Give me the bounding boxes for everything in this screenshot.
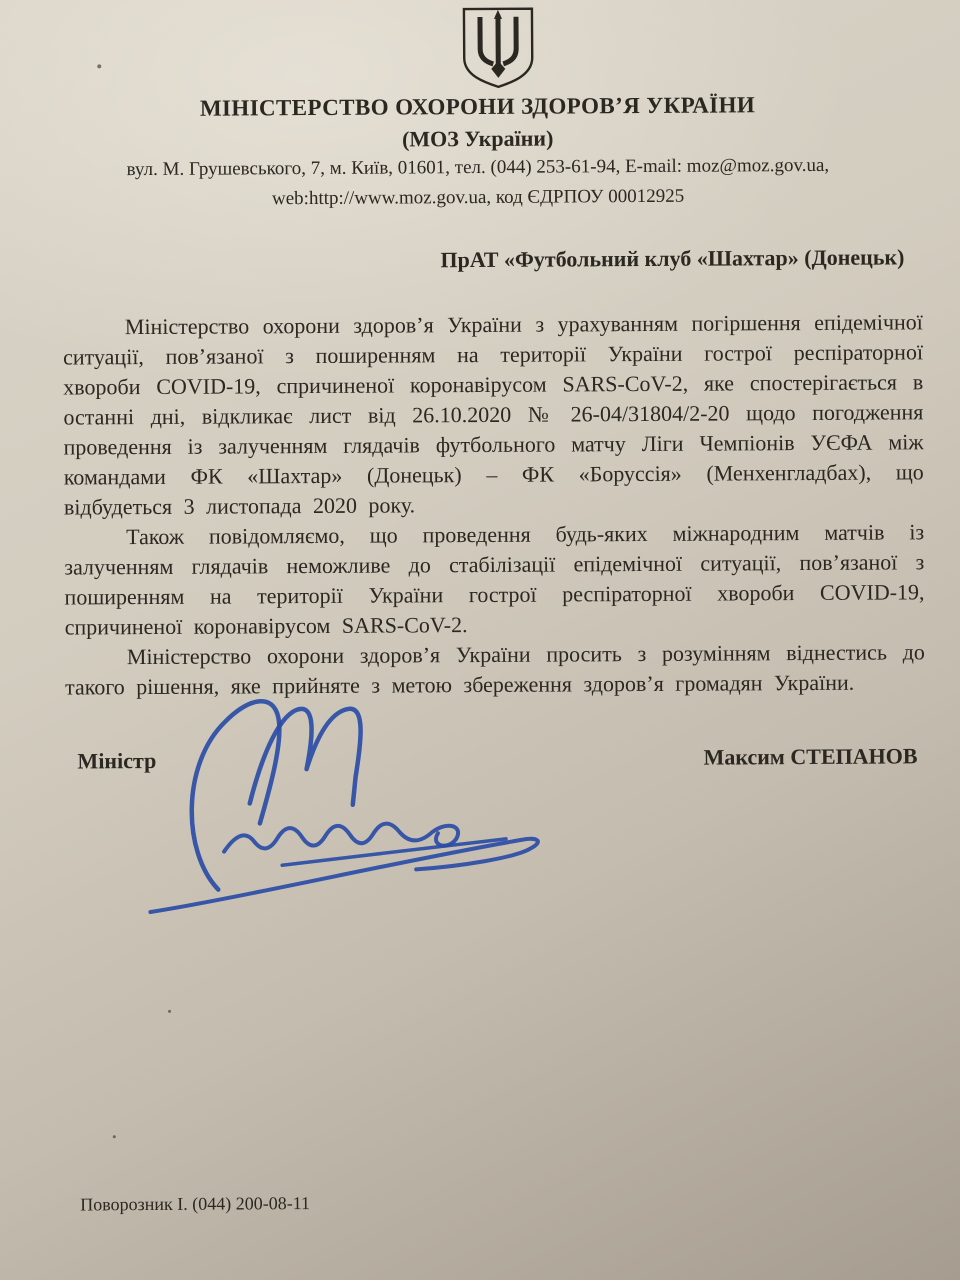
handwritten-signature <box>131 681 582 919</box>
letterhead-contact-line-2: web:http://www.moz.gov.ua, код ЄДРПОУ 00012925 <box>271 185 685 210</box>
paper-speck <box>113 1135 116 1138</box>
letterhead-contact-line-1: вул. М. Грушевського, 7, м. Київ, 01601, тел. (044) 253-61-94, E-mail: moz@moz.gov.ua, <box>126 154 830 181</box>
paper-speck <box>97 64 101 68</box>
ministry-abbr: (МОЗ України) <box>401 125 554 152</box>
executor-contact: Поворозник І. (044) 200-08-11 <box>80 1193 311 1215</box>
signer-name: Максим СТЕПАНОВ <box>703 743 918 770</box>
signer-title: Міністр <box>77 747 157 774</box>
ministry-name: МІНІСТЕРСТВО ОХОРОНИ ЗДОРОВ’Я УКРАЇНИ <box>199 92 756 121</box>
addressee: ПрАТ «Футбольний клуб «Шахтар» (Донецьк) <box>440 244 905 273</box>
letter-paragraph-1: Міністерство охорони здоров’я України з урахуванням погіршення епідемічної ситуації, пов’язаної з поширенням на території України гострої респіраторної хвороби COVID-19, спричиненої коронавірусом SARS-CoV-2, яке спостерігається в останні дні, відкликає лист від 26.10.2020 № 26-04/31804/2-20 щодо погодження проведення із залученням глядачів футбольного матчу Ліги Чемпіонів УЄФА між командами ФК «Шахтар» (Донецьк) – ФК «Боруссія» (Менхенгладбах), що відбудеться 3 листопада 2020 року. <box>62 309 924 520</box>
letter-paragraph-3: Міністерство охорони здоров’я України просить з розумінням віднестись до такого рішення, яке прийняте з метою збереження здоров’я громадян України. <box>64 639 925 700</box>
letter-paragraph-2: Також повідомляємо, що проведення будь-яких міжнародним матчів із залученням глядачів неможливе до стабілізації епідемічної ситуації, пов’язаної з поширенням на території України гострої респіраторної хвороби COVID-19, спричиненої коронавірусом SARS-CoV-2. <box>64 519 925 640</box>
ukraine-trident-icon <box>458 6 539 90</box>
paper-speck <box>168 1010 171 1013</box>
letter-body <box>63 307 925 702</box>
